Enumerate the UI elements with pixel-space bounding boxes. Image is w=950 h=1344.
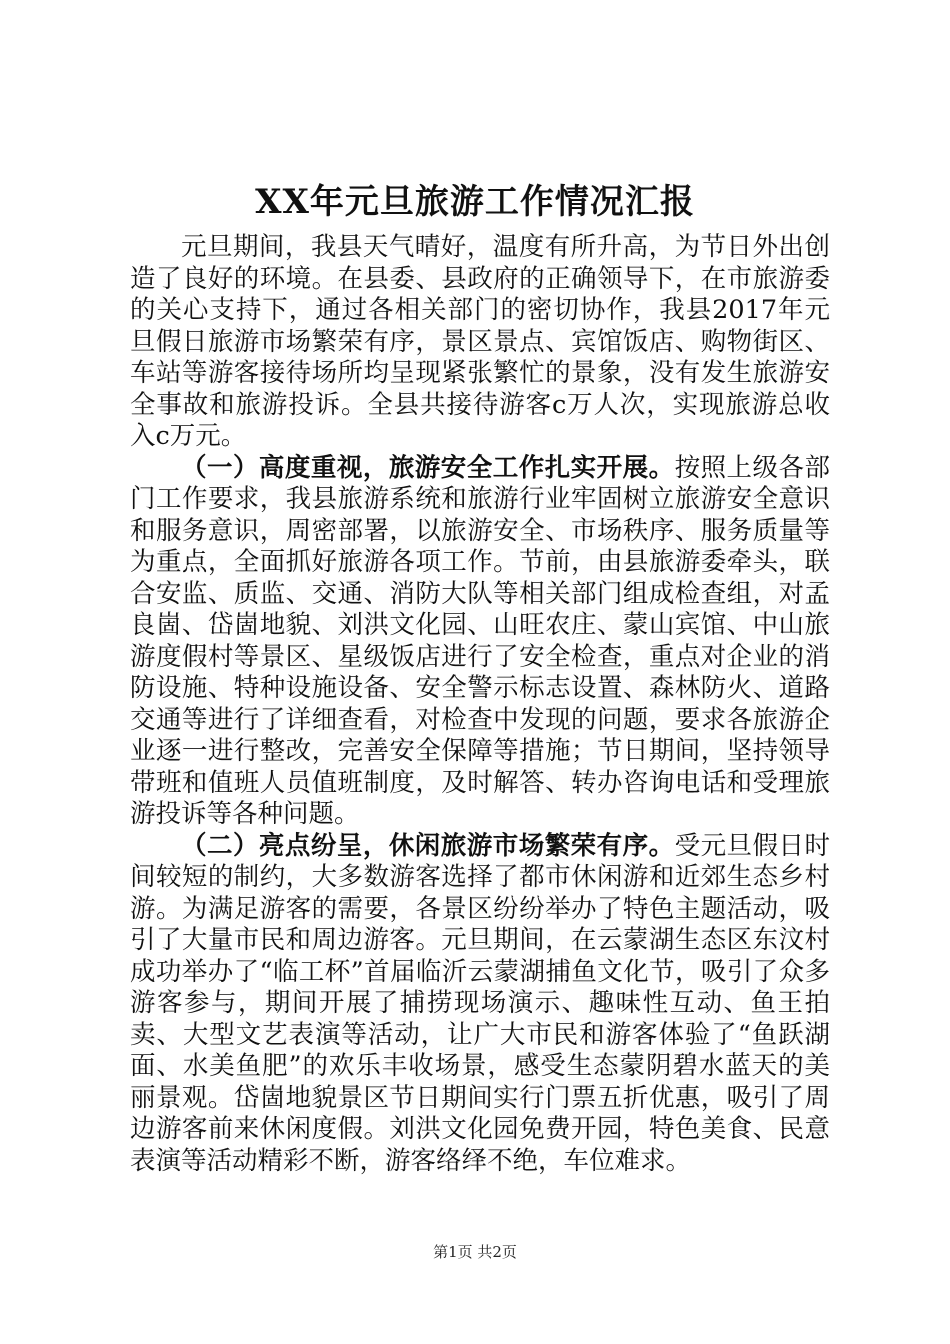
section-heading: （一）高度重视，旅游安全工作扎实开展。 [181,452,675,483]
document-title: XX年元旦旅游工作情况汇报 [255,182,695,222]
paragraph-section-1 [130,453,830,831]
page-total: 共2页 [477,1243,517,1261]
paragraph-section-2 [130,831,830,1178]
paragraph-text: 受元旦假日时间较短的制约，大多数游客选择了都市休闲游和近郊生态乡村游。为满足游客的需要，各景区纷纷举办了特色主题活动，吸引了大量市民和周边游客。元旦期间，在云蒙湖生态区东汶村成功举办了“临工杯”首届临沂云蒙湖捕鱼文化节，吸引了众多游客参与，期间开展了捕捞现场演示、趣味性互动、鱼王拍卖、大型文艺表演等活动，让广大市民和游客体验了“鱼跃湖面、水美鱼肥”的欢乐丰收场景，感受生态蒙阴碧水蓝天的美丽景观。岱崮地貌景区节日期间实行门票五折优惠，吸引了周边游客前来休闲度假。刘洪文化园免费开园，特色美食、民意表演等活动精彩不断，游客络绎不绝，车位难求。 [130,830,830,1176]
paragraph-intro [130,232,830,453]
page-number: 第1页 [433,1243,473,1261]
page-footer [0,1242,950,1262]
section-heading: （二）亮点纷呈，休闲旅游市场繁荣有序。 [181,830,675,861]
paragraph-text: 元旦期间，我县天气晴好，温度有所升高，为节日外出创造了良好的环境。在县委、县政府的正确领导下，在市旅游委的关心支持下，通过各相关部门的密切协作，我县2017年元旦假日旅游市场繁荣有序，景区景点、宾馆饭店、购物街区、车站等游客接待场所均呈现紧张繁忙的景象，没有发生旅游安全事故和旅游投诉。全县共接待游客c万人次，实现旅游总收入c万元。 [130,232,830,451]
paragraph-text: 按照上级各部门工作要求，我县旅游系统和旅游行业牢固树立旅游安全意识和服务意识，周密部署，以旅游安全、市场秩序、服务质量等为重点，全面抓好旅游各项工作。节前，由县旅游委牵头，联合安监、质监、交通、消防大队等相关部门组成检查组，对孟良崮、岱崮地貌、刘洪文化园、山旺农庄、蒙山宾馆、中山旅游度假村等景区、星级饭店进行了安全检查，重点对企业的消防设施、特种设施设备、安全警示标志设置、森林防火、道路交通等进行了详细查看，对检查中发现的问题，要求各旅游企业逐一进行整改，完善安全保障等措施；节日期间，坚持领导带班和值班人员值班制度，及时解答、转办咨询电话和受理旅游投诉等各种问题。 [130,452,830,829]
document-body [130,232,830,1177]
